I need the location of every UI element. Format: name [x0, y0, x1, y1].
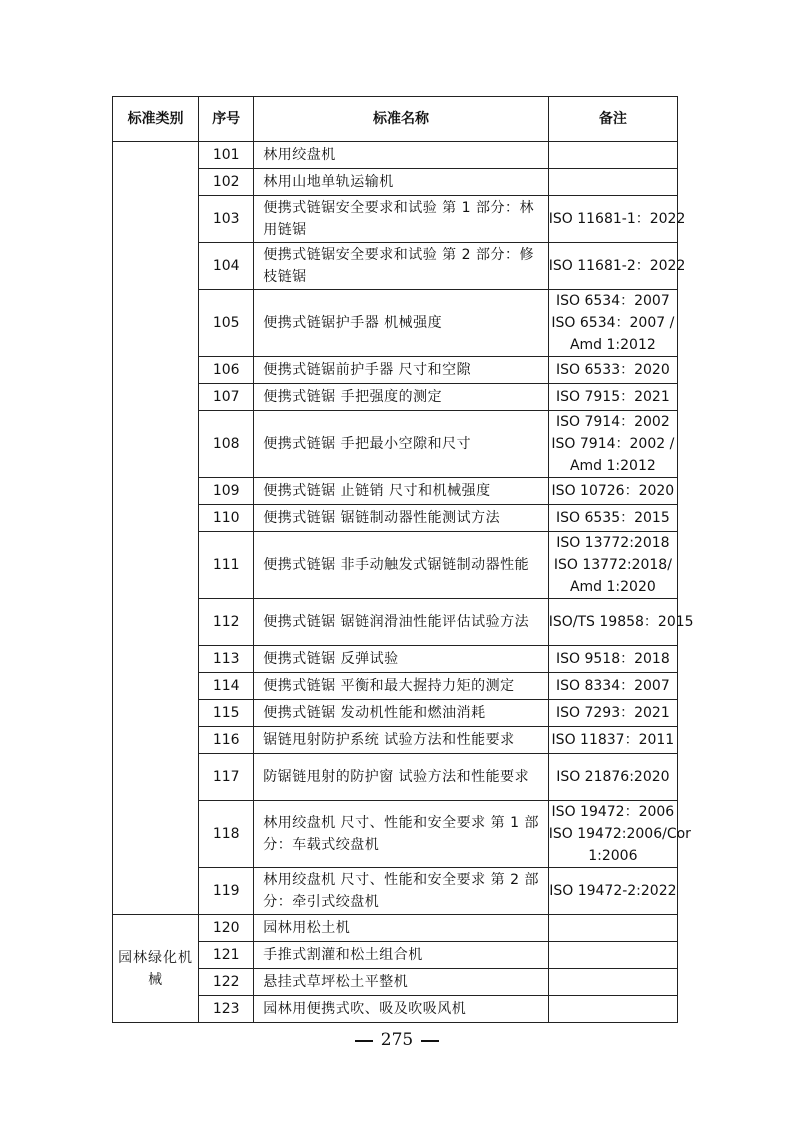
standard-name-cell: 便携式链锯前护手器 尺寸和空隙: [254, 357, 549, 384]
seq-cell: 104: [199, 243, 254, 290]
seq-cell: 107: [199, 384, 254, 411]
note-cell: [548, 384, 677, 411]
seq-cell: 108: [199, 411, 254, 478]
seq-cell: 122: [199, 969, 254, 996]
seq-cell: 101: [199, 142, 254, 169]
note-line: ISO 19472:2006/Cor: [548, 826, 691, 842]
standard-name-cell: 便携式链锯 手把最小空隙和尺寸: [254, 411, 549, 478]
standard-name-cell: 园林用松土机: [254, 915, 549, 942]
header-note: 备注: [548, 97, 677, 142]
standard-name-cell: 园林用便携式吹、吸及吹吸风机: [254, 996, 549, 1023]
seq-cell: 121: [199, 942, 254, 969]
note-line: ISO 6534：2007 /: [551, 315, 675, 331]
note-cell: [548, 243, 686, 290]
standard-name-cell: 林用绞盘机 尺寸、性能和安全要求 第 1 部分：车载式绞盘机: [254, 801, 549, 868]
note-line: ISO 8334：2007: [556, 678, 670, 694]
note-cell: [548, 754, 677, 801]
note-line: ISO/TS 19858：2015: [548, 614, 694, 630]
standard-name-cell: 林用山地单轨运输机: [254, 169, 549, 196]
note-cell: [548, 290, 677, 357]
seq-cell: 119: [199, 868, 254, 915]
footer-dash-left: [355, 1040, 373, 1042]
note-line: ISO 19472-2:2022: [549, 883, 677, 899]
seq-cell: 118: [199, 801, 254, 868]
note-line: Amd 1:2012: [569, 337, 656, 353]
note-line: Amd 1:2012: [569, 458, 656, 474]
note-cell: [548, 478, 677, 505]
seq-cell: 117: [199, 754, 254, 801]
note-line: ISO 9518：2018: [556, 651, 670, 667]
standard-name-cell: 便携式链锯 手把强度的测定: [254, 384, 549, 411]
note-line: 1:2006: [588, 848, 638, 864]
seq-cell: 116: [199, 727, 254, 754]
standards-table: [112, 96, 694, 1023]
note-line: ISO 11681-1：2022: [548, 211, 686, 227]
standard-name-cell: 便携式链锯安全要求和试验 第 1 部分：林用链锯: [254, 196, 549, 243]
note-line: ISO 7914：2002 /: [551, 436, 675, 452]
page-footer: [0, 1030, 794, 1050]
note-cell: [548, 700, 677, 727]
seq-cell: 105: [199, 290, 254, 357]
note-cell: [548, 969, 677, 996]
note-cell: [548, 169, 677, 196]
note-cell: [548, 196, 686, 243]
note-line: ISO 10726：2020: [551, 483, 675, 499]
standard-name-cell: 锯链甩射防护系统 试验方法和性能要求: [254, 727, 549, 754]
header-category: 标准类别: [113, 97, 199, 142]
seq-cell: 123: [199, 996, 254, 1023]
standard-name-cell: 便携式链锯 平衡和最大握持力矩的测定: [254, 673, 549, 700]
note-line: Amd 1:2020: [569, 579, 656, 595]
note-cell: [548, 942, 677, 969]
seq-cell: 103: [199, 196, 254, 243]
standard-name-cell: 手推式割灌和松土组合机: [254, 942, 549, 969]
note-cell: [548, 357, 677, 384]
note-line: ISO 21876:2020: [556, 769, 670, 785]
seq-cell: 115: [199, 700, 254, 727]
standard-name-cell: 便携式链锯 锯链制动器性能测试方法: [254, 505, 549, 532]
seq-cell: 114: [199, 673, 254, 700]
seq-cell: 111: [199, 532, 254, 599]
header-name: 标准名称: [254, 97, 549, 142]
standard-name-cell: 便携式链锯安全要求和试验 第 2 部分：修枝链锯: [254, 243, 549, 290]
seq-cell: 106: [199, 357, 254, 384]
note-line: ISO 11837：2011: [551, 732, 675, 748]
note-cell: [548, 673, 677, 700]
seq-cell: 113: [199, 646, 254, 673]
seq-cell: 109: [199, 478, 254, 505]
seq-cell: 120: [199, 915, 254, 942]
note-cell: [548, 646, 677, 673]
note-cell: [548, 142, 677, 169]
standard-name-cell: 林用绞盘机 尺寸、性能和安全要求 第 2 部分：牵引式绞盘机: [254, 868, 549, 915]
seq-cell: 102: [199, 169, 254, 196]
note-cell: [548, 532, 677, 599]
table-body: [113, 142, 694, 1023]
note-line: ISO 19472：2006: [551, 804, 675, 820]
standard-name-cell: 林用绞盘机: [254, 142, 549, 169]
note-line: ISO 7914：2002: [556, 414, 670, 430]
note-cell: [548, 727, 677, 754]
seq-cell: 112: [199, 599, 254, 646]
standard-name-cell: 便携式链锯 非手动触发式锯链制动器性能: [254, 532, 549, 599]
standard-name-cell: 便携式链锯 发动机性能和燃油消耗: [254, 700, 549, 727]
page-number: 275: [380, 1030, 414, 1050]
note-cell: [548, 915, 677, 942]
table-header-row: [113, 97, 678, 142]
note-cell: [548, 868, 677, 915]
standard-name-cell: 便携式链锯 反弹试验: [254, 646, 549, 673]
seq-cell: 110: [199, 505, 254, 532]
standard-name-cell: 便携式链锯 止链销 尺寸和机械强度: [254, 478, 549, 505]
standard-name-cell: 悬挂式草坪松土平整机: [254, 969, 549, 996]
note-line: ISO 7293：2021: [556, 705, 670, 721]
header-seq: 序号: [199, 97, 254, 142]
category-cell: [113, 142, 199, 915]
note-cell: [548, 599, 694, 646]
note-cell: [548, 801, 691, 868]
standard-name-cell: 防锯链甩射的防护窗 试验方法和性能要求: [254, 754, 549, 801]
note-line: ISO 6535：2015: [556, 510, 670, 526]
note-line: ISO 7915：2021: [556, 389, 670, 405]
note-cell: [548, 505, 677, 532]
note-line: ISO 11681-2：2022: [548, 258, 686, 274]
note-cell: [548, 996, 677, 1023]
table-row: [113, 915, 678, 942]
category-cell: 园林绿化机械: [113, 915, 199, 1023]
note-cell: [548, 411, 677, 478]
footer-dash-right: [421, 1040, 439, 1042]
note-line: ISO 13772:2018/: [553, 557, 672, 573]
standard-name-cell: 便携式链锯 锯链润滑油性能评估试验方法: [254, 599, 549, 646]
table-row: [113, 142, 678, 169]
note-line: ISO 6534：2007: [556, 293, 670, 309]
note-line: ISO 6533：2020: [556, 362, 670, 378]
standard-name-cell: 便携式链锯护手器 机械强度: [254, 290, 549, 357]
note-line: ISO 13772:2018: [556, 535, 670, 551]
